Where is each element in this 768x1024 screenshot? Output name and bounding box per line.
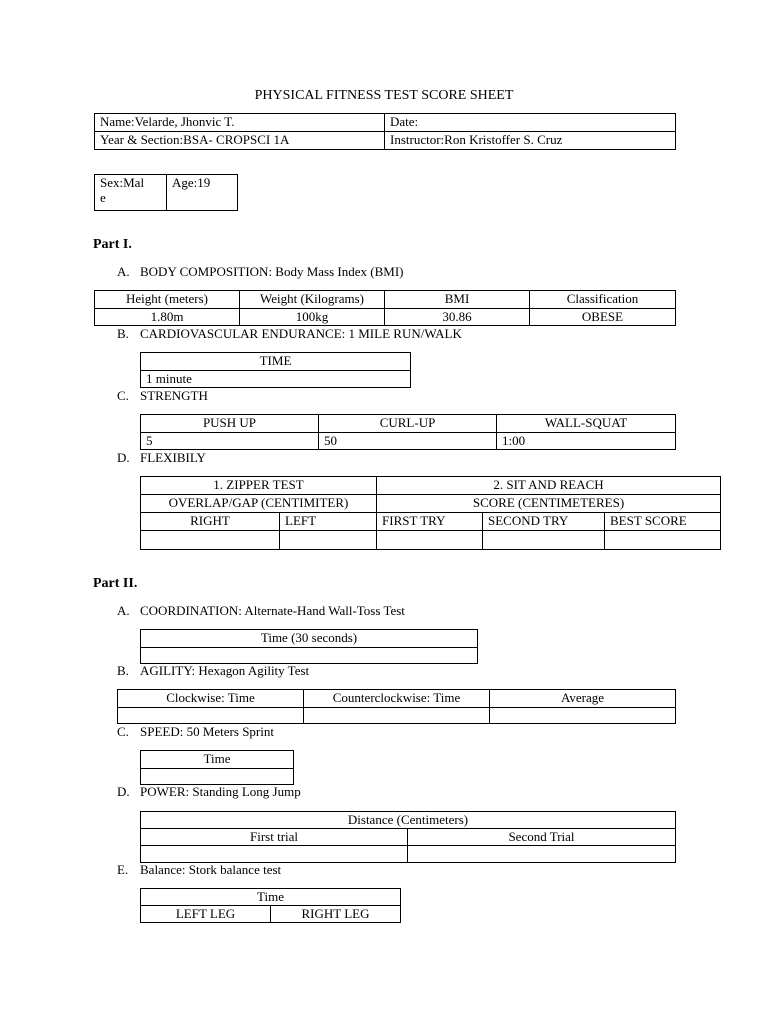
strength-value-curlup: 50	[319, 433, 497, 450]
speed-blank	[141, 769, 294, 785]
zipper-subheader: OVERLAP/GAP (CENTIMITER)	[141, 495, 377, 513]
flex-col-second-try: SECOND TRY	[483, 513, 605, 531]
age-cell: Age:19	[167, 175, 238, 211]
bmi-value-height: 1.80m	[95, 309, 240, 326]
balance-col-right-leg: RIGHT LEG	[271, 906, 401, 923]
date-cell: Date:	[385, 114, 676, 132]
sex-cell	[95, 175, 167, 211]
student-info-table	[94, 113, 676, 150]
part1-d-label: FLEXIBILY	[140, 450, 206, 465]
power-col-first: First trial	[141, 829, 408, 846]
part2-b-label: AGILITY: Hexagon Agility Test	[140, 663, 310, 678]
power-blank	[141, 846, 408, 863]
coordination-blank	[141, 648, 478, 664]
bmi-table	[94, 290, 676, 326]
flex-blank-cell	[141, 531, 280, 550]
strength-value-wallsquat: 1:00	[497, 433, 676, 450]
sex-line2: e	[100, 190, 106, 205]
agility-header-average: Average	[490, 690, 676, 708]
part1-c-letter: C.	[117, 388, 129, 403]
balance-table	[140, 888, 401, 923]
sit-reach-header: 2. SIT AND REACH	[377, 477, 721, 495]
name-cell: Name:Velarde, Jhonvic T.	[95, 114, 385, 132]
bmi-value-classification: OBESE	[530, 309, 676, 326]
agility-header-counterclockwise: Counterclockwise: Time	[304, 690, 490, 708]
strength-value-pushup: 5	[141, 433, 319, 450]
run-walk-header: TIME	[141, 353, 411, 371]
page-title: PHYSICAL FITNESS TEST SCORE SHEET	[254, 88, 514, 103]
agility-blank	[304, 708, 490, 724]
part1-c-label: STRENGTH	[140, 388, 208, 403]
part1-heading: Part I.	[93, 237, 132, 252]
strength-table	[140, 414, 676, 450]
strength-header-curlup: CURL-UP	[319, 415, 497, 433]
strength-header-wallsquat: WALL-SQUAT	[497, 415, 676, 433]
part2-e-label: Balance: Stork balance test	[140, 862, 282, 877]
power-header: Distance (Centimeters)	[141, 812, 676, 829]
power-blank	[408, 846, 676, 863]
sex-line1: Sex:Mal	[100, 175, 145, 190]
sit-reach-subheader: SCORE (CENTIMETERES)	[377, 495, 721, 513]
flex-col-left: LEFT	[280, 513, 377, 531]
flex-blank-cell	[605, 531, 721, 550]
part1-a-label: BODY COMPOSITION: Body Mass Index (BMI)	[140, 264, 404, 279]
balance-col-left-leg: LEFT LEG	[141, 906, 271, 923]
flexibility-table	[140, 476, 721, 550]
flex-blank-cell	[377, 531, 483, 550]
flex-col-first-try: FIRST TRY	[377, 513, 483, 531]
run-walk-value: 1 minute	[141, 371, 411, 388]
bmi-header-height: Height (meters)	[95, 291, 240, 309]
bmi-value-bmi: 30.86	[385, 309, 530, 326]
part2-a-label: COORDINATION: Alternate-Hand Wall-Toss Test	[140, 603, 405, 618]
flex-col-best-score: BEST SCORE	[605, 513, 721, 531]
part1-b-label: CARDIOVASCULAR ENDURANCE: 1 MILE RUN/WALK	[140, 326, 462, 341]
coordination-table	[140, 629, 478, 664]
agility-blank	[118, 708, 304, 724]
year-section-cell: Year & Section:BSA- CROPSCI 1A	[95, 132, 385, 150]
speed-table	[140, 750, 294, 785]
part2-b-letter: B.	[117, 663, 129, 678]
part1-b-letter: B.	[117, 326, 129, 341]
bmi-header-classification: Classification	[530, 291, 676, 309]
part1-a-letter: A.	[117, 264, 130, 279]
part2-e-letter: E.	[117, 862, 129, 877]
agility-blank	[490, 708, 676, 724]
instructor-cell: Instructor:Ron Kristoffer S. Cruz	[385, 132, 676, 150]
bmi-header-bmi: BMI	[385, 291, 530, 309]
sex-age-table	[94, 174, 238, 211]
run-walk-table	[140, 352, 411, 388]
part1-d-letter: D.	[117, 450, 130, 465]
part2-heading: Part II.	[93, 576, 138, 591]
part2-c-letter: C.	[117, 724, 129, 739]
bmi-header-weight: Weight (Kilograms)	[240, 291, 385, 309]
balance-header: Time	[141, 889, 401, 906]
zipper-test-header: 1. ZIPPER TEST	[141, 477, 377, 495]
power-table	[140, 811, 676, 863]
agility-header-clockwise: Clockwise: Time	[118, 690, 304, 708]
bmi-value-weight: 100kg	[240, 309, 385, 326]
agility-table	[117, 689, 676, 724]
part2-c-label: SPEED: 50 Meters Sprint	[140, 724, 274, 739]
power-col-second: Second Trial	[408, 829, 676, 846]
part2-d-label: POWER: Standing Long Jump	[140, 784, 301, 799]
strength-header-pushup: PUSH UP	[141, 415, 319, 433]
flex-col-right: RIGHT	[141, 513, 280, 531]
speed-header: Time	[141, 751, 294, 769]
flex-blank-cell	[483, 531, 605, 550]
part2-a-letter: A.	[117, 603, 130, 618]
flex-blank-cell	[280, 531, 377, 550]
coordination-header: Time (30 seconds)	[141, 630, 478, 648]
part2-d-letter: D.	[117, 784, 130, 799]
